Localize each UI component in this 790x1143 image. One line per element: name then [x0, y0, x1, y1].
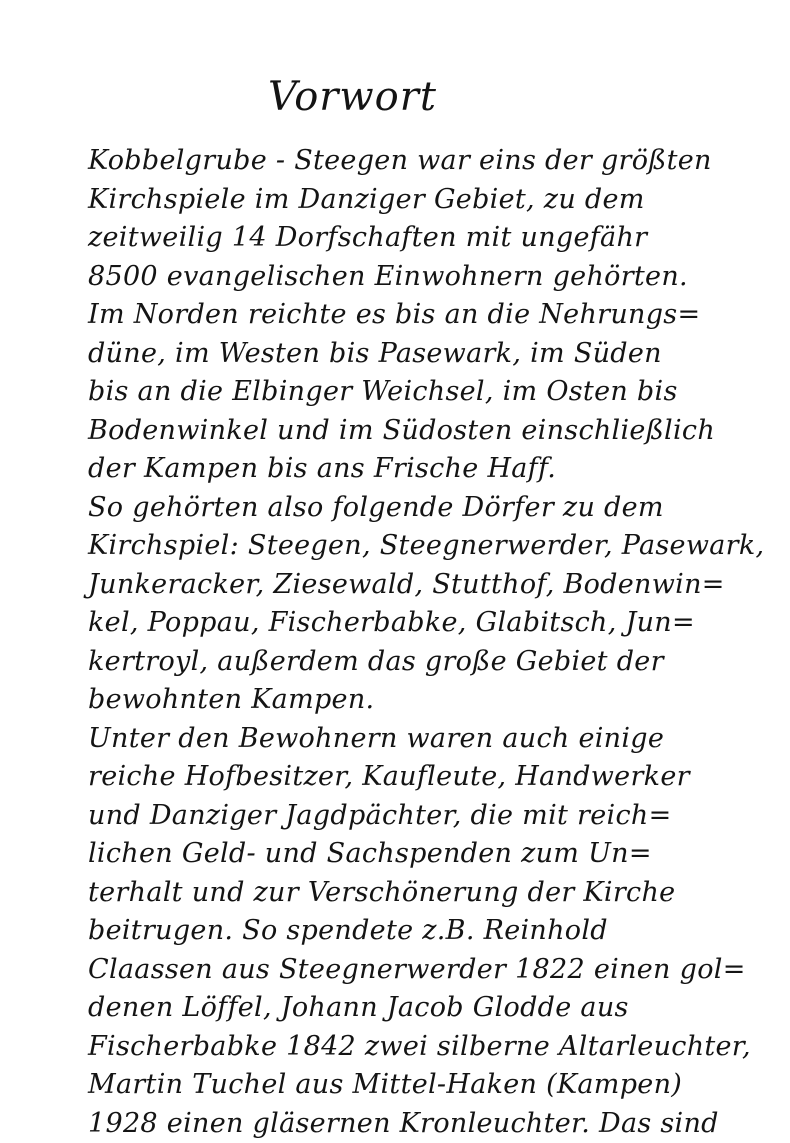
text-line: Junkeracker, Ziesewald, Stutthof, Bodenwin=	[88, 566, 778, 605]
text-line: lichen Geld- und Sachspenden zum Un=	[88, 835, 778, 874]
text-line: Im Norden reichte es bis an die Nehrungs=	[88, 296, 778, 335]
text-line: Kirchspiel: Steegen, Steegnerwerder, Pasewark,	[88, 527, 778, 566]
text-line: Unter den Bewohnern waren auch einige	[88, 720, 778, 759]
text-line: beitrugen. So spendete z.B. Reinhold	[88, 912, 778, 951]
text-line: bewohnten Kampen.	[88, 681, 778, 720]
text-line: Kobbelgrube - Steegen war eins der größten	[88, 142, 778, 181]
text-line: denen Löffel, Johann Jacob Glodde aus	[88, 989, 778, 1028]
text-line: Bodenwinkel und im Südosten einschließlich	[88, 412, 778, 451]
text-line: kel, Poppau, Fischerbabke, Glabitsch, Jun=	[88, 604, 778, 643]
text-line: So gehörten also folgende Dörfer zu dem	[88, 489, 778, 528]
handwritten-body	[88, 142, 778, 1143]
page-title: Vorwort	[268, 74, 437, 120]
text-line: der Kampen bis ans Frische Haff.	[88, 450, 778, 489]
text-line: 1928 einen gläsernen Kronleuchter. Das sind	[88, 1105, 778, 1143]
text-line: 8500 evangelischen Einwohnern gehörten.	[88, 258, 778, 297]
text-line: Kirchspiele im Danziger Gebiet, zu dem	[88, 181, 778, 220]
text-line: terhalt und zur Verschönerung der Kirche	[88, 874, 778, 913]
text-line: Martin Tuchel aus Mittel-Haken (Kampen)	[88, 1066, 778, 1105]
text-line: Fischerbabke 1842 zwei silberne Altarleuchter,	[88, 1028, 778, 1067]
text-line: kertroyl, außerdem das große Gebiet der	[88, 643, 778, 682]
text-line: reiche Hofbesitzer, Kaufleute, Handwerker	[88, 758, 778, 797]
text-line: düne, im Westen bis Pasewark, im Süden	[88, 335, 778, 374]
text-line: Claassen aus Steegnerwerder 1822 einen gol=	[88, 951, 778, 990]
text-line: bis an die Elbinger Weichsel, im Osten bis	[88, 373, 778, 412]
text-line: zeitweilig 14 Dorfschaften mit ungefähr	[88, 219, 778, 258]
text-line: und Danziger Jagdpächter, die mit reich=	[88, 797, 778, 836]
